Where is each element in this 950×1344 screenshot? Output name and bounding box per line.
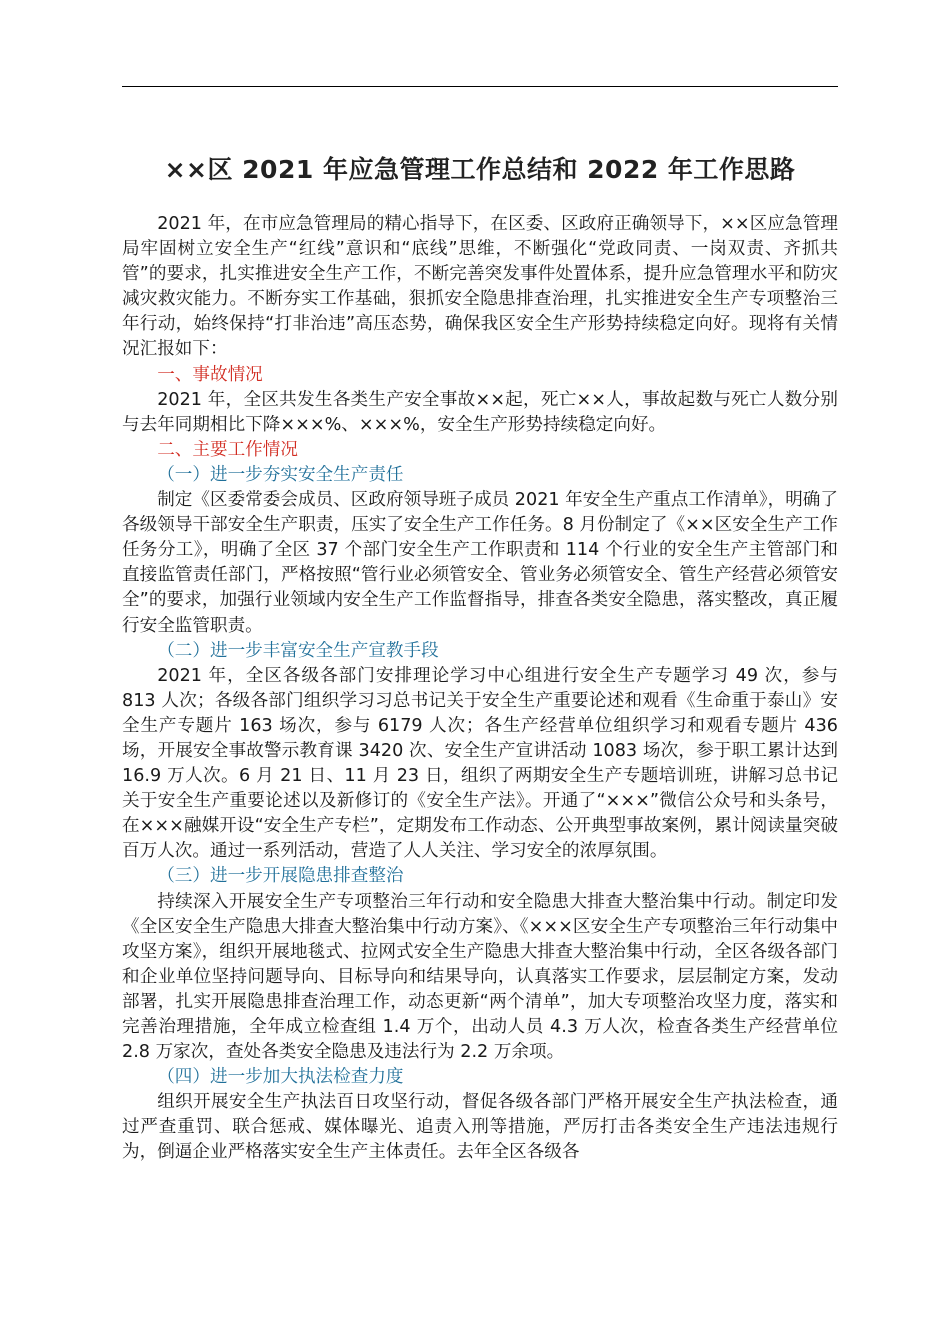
subsection-heading-education: （二）进一步丰富安全生产宣教手段	[157, 640, 439, 661]
accidents-paragraph: 2021 年，全区共发生各类生产安全事故××起，死亡××人，事故起数与死亡人数分别与去年同期相比下降×××%、×××%，安全生产形势持续稳定向好。	[122, 389, 838, 435]
subsection-heading-hazard-inspection: （三）进一步开展隐患排查整治	[157, 866, 404, 887]
subsection-heading-law-enforcement: （四）进一步加大执法检查力度	[157, 1067, 404, 1088]
header-rule	[122, 86, 838, 87]
law-enforcement-paragraph: 组织开展安全生产执法百日攻坚行动，督促各级各部门严格开展安全生产执法检查，通过严查重罚、联合惩戒、媒体曝光、追责入刑等措施，严厉打击各类安全生产违法违规行为，倒逼企业严格落实安全生产主体责任。去年全区各级各	[122, 1092, 838, 1163]
intro-paragraph: 2021 年，在市应急管理局的精心指导下，在区委、区政府正确领导下，××区应急管理局牢固树立安全生产“红线”意识和“底线”思维，不断强化“党政同责、一岗双责、齐抓共管”的要求，扎实推进安全生产工作，不断完善突发事件处置体系，提升应急管理水平和防灾减灾救灾能力。不断夯实工作基础，狠抓安全隐患排查治理，扎实推进安全生产专项整治三年行动，始终保持“打非治违”高压态势，确保我区安全生产形势持续稳定向好。现将有关情况汇报如下：	[122, 214, 838, 360]
hazard-inspection-paragraph: 持续深入开展安全生产专项整治三年行动和安全隐患大排查大整治集中行动。制定印发《全区安全生产隐患大排查大整治集中行动方案》、《×××区安全生产专项整治三年行动集中攻坚方案》，组织开展地毯式、拉网式安全生产隐患大排查大整治集中行动，全区各级各部门和企业单位坚持问题导向、目标导向和结果导向，认真落实工作要求，层层制定方案，发动部署，扎实开展隐患排查治理工作，动态更新“两个清单”，加大专项整治攻坚力度，落实和完善治理措施，全年成立检查组 1.4 万个，出动人员 4.3 万人次，检查各类生产经营单位 2.8 万家次，查处各类安全隐患及违法行为 2.2 万余项。	[122, 891, 838, 1063]
education-paragraph: 2021 年，全区各级各部门安排理论学习中心组进行安全生产专题学习 49 次，参与 813 人次；各级各部门组织学习习总书记关于安全生产重要论述和观看《生命重于泰山》安全生产专题片 163 场次，参与 6179 人次；各生产经营单位组织学习和观看专题片 436 场，开展安全事故警示教育课 3420 次、安全生产宣讲活动 1083 场次，参于职工累计达到 16.9 万人次。6 月 21 日、11 月 23 日，组织了两期安全生产专题培训班，讲解习总书记关于安全生产重要论述以及新修订的《安全生产法》。开通了“×××”微信公众号和头条号，在×××融媒开设“安全生产专栏”，定期发布工作动态、公开典型事故案例，累计阅读量突破百万人次。通过一系列活动，营造了人人关注、学习安全的浓厚氛围。	[122, 665, 838, 862]
subsection-heading-responsibility: （一）进一步夯实安全生产责任	[157, 464, 404, 485]
document-title: ××区 2021 年应急管理工作总结和 2022 年工作思路	[164, 155, 796, 184]
section-heading-accidents: 一、事故情况	[157, 364, 263, 385]
document-body	[122, 212, 838, 1166]
section-heading-main-work: 二、主要工作情况	[157, 439, 298, 460]
responsibility-paragraph: 制定《区委常委会成员、区政府领导班子成员 2021 年安全生产重点工作清单》，明确了各级领导干部安全生产职责，压实了安全生产工作任务。8 月份制定了《××区安全生产工作任务分工》，明确了全区 37 个部门安全生产工作职责和 114 个行业的安全生产主管部门和直接监管责任部门，严格按照“管行业必须管安全、管业务必须管安全、管生产经营必须管安全”的要求，加强行业领域内安全生产工作监督指导，排查各类安全隐患，落实整改，真正履行安全监管职责。	[122, 490, 838, 636]
